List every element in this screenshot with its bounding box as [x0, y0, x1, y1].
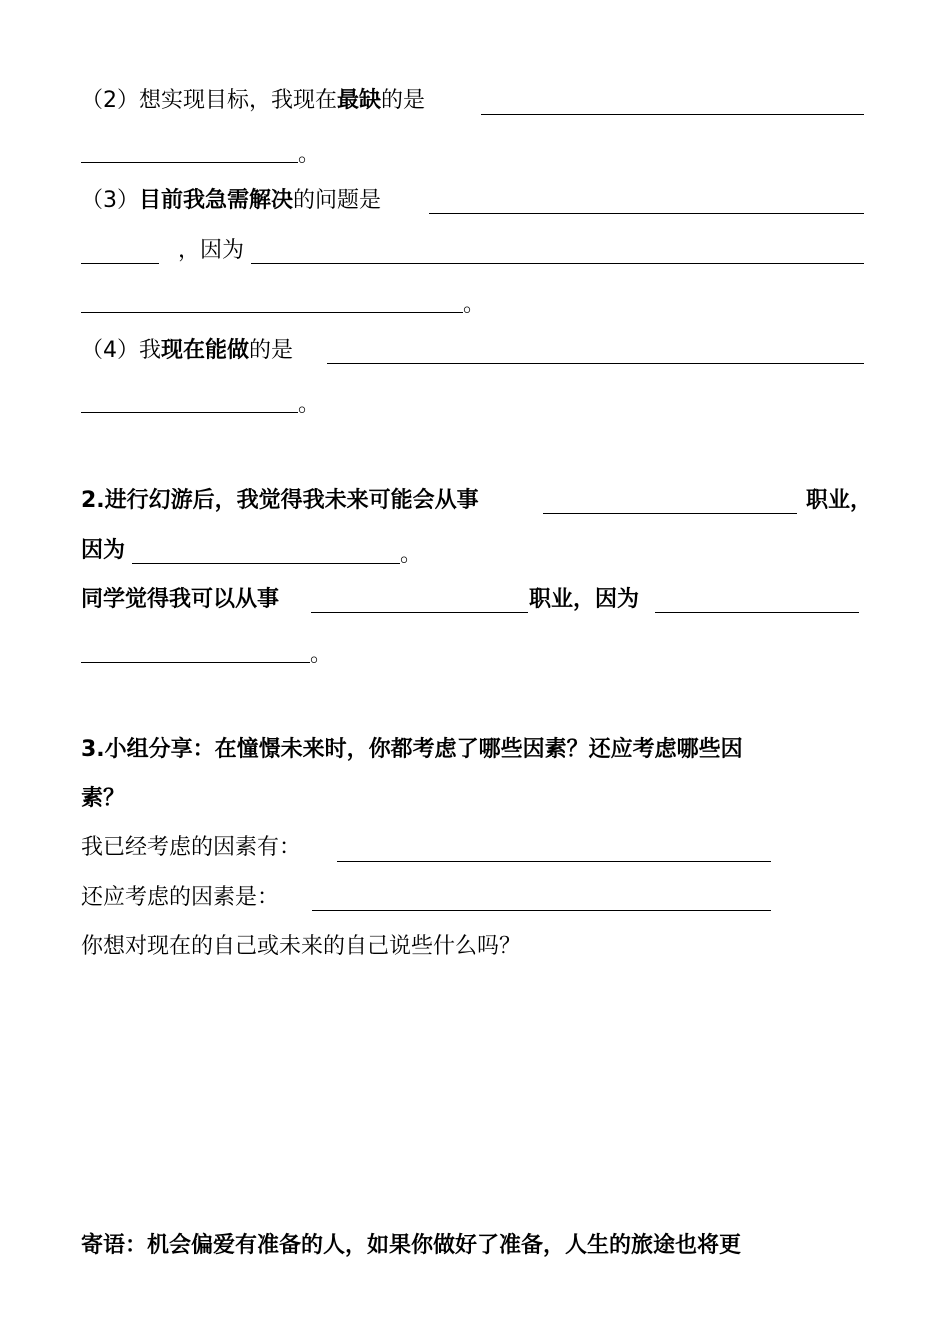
answer-blank[interactable]	[429, 213, 864, 214]
period: 。	[298, 142, 321, 167]
item-2-text	[81, 86, 425, 116]
item-3-prefix: （3）	[81, 188, 139, 213]
answer-blank[interactable]	[311, 612, 528, 613]
answer-blank[interactable]	[132, 563, 400, 564]
considered-factors-label: 我已经考虑的因素有：	[81, 835, 302, 860]
message-prompt: 你想对现在的自己或未来的自己说些什么吗？	[81, 934, 522, 959]
closing-message: 寄语：机会偏爱有准备的人，如果你做好了准备，人生的旅途也将更	[81, 1233, 742, 1258]
answer-blank[interactable]	[81, 162, 298, 163]
answer-blank[interactable]	[337, 861, 771, 862]
period: 。	[310, 642, 333, 667]
item-4-bold: 现在能做	[161, 338, 250, 363]
item-3-bold: 目前我急需解决	[139, 188, 294, 213]
answer-blank[interactable]	[312, 910, 771, 911]
section-3-heading: 3.小组分享：在憧憬未来时，你都考虑了哪些因素？还应考虑哪些因	[81, 737, 743, 762]
answer-blank[interactable]	[81, 412, 298, 413]
answer-blank[interactable]	[81, 263, 159, 264]
answer-blank[interactable]	[81, 312, 463, 313]
because-label: 因为	[81, 538, 126, 563]
item-2-prefix: （2）想实现目标，我现在	[81, 88, 337, 113]
period: 。	[400, 542, 423, 567]
career-because-label: 职业，因为	[529, 587, 640, 612]
item-4-suffix: 的是	[249, 338, 294, 363]
answer-blank[interactable]	[655, 612, 859, 613]
period: 。	[298, 392, 321, 417]
career-label: 职业，	[806, 488, 873, 513]
item-2-bold: 最缺	[337, 88, 382, 113]
answer-blank[interactable]	[251, 263, 864, 264]
section-2-heading: 2.进行幻游后，我觉得我未来可能会从事	[81, 488, 479, 513]
answer-blank[interactable]	[543, 513, 797, 514]
classmate-opinion-text: 同学觉得我可以从事	[81, 587, 280, 612]
item-3-text	[81, 186, 381, 216]
answer-blank[interactable]	[327, 363, 864, 364]
section-3-heading-cont: 素？	[81, 786, 126, 811]
item-2-suffix: 的是	[381, 88, 426, 113]
should-consider-label: 还应考虑的因素是：	[81, 885, 280, 910]
answer-blank[interactable]	[481, 114, 864, 115]
because-label: ，因为	[178, 238, 245, 263]
item-4-text	[81, 336, 293, 366]
period: 。	[463, 292, 486, 317]
answer-blank[interactable]	[81, 662, 310, 663]
item-4-prefix: （4）我	[81, 338, 161, 363]
item-3-suffix: 的问题是	[293, 188, 382, 213]
